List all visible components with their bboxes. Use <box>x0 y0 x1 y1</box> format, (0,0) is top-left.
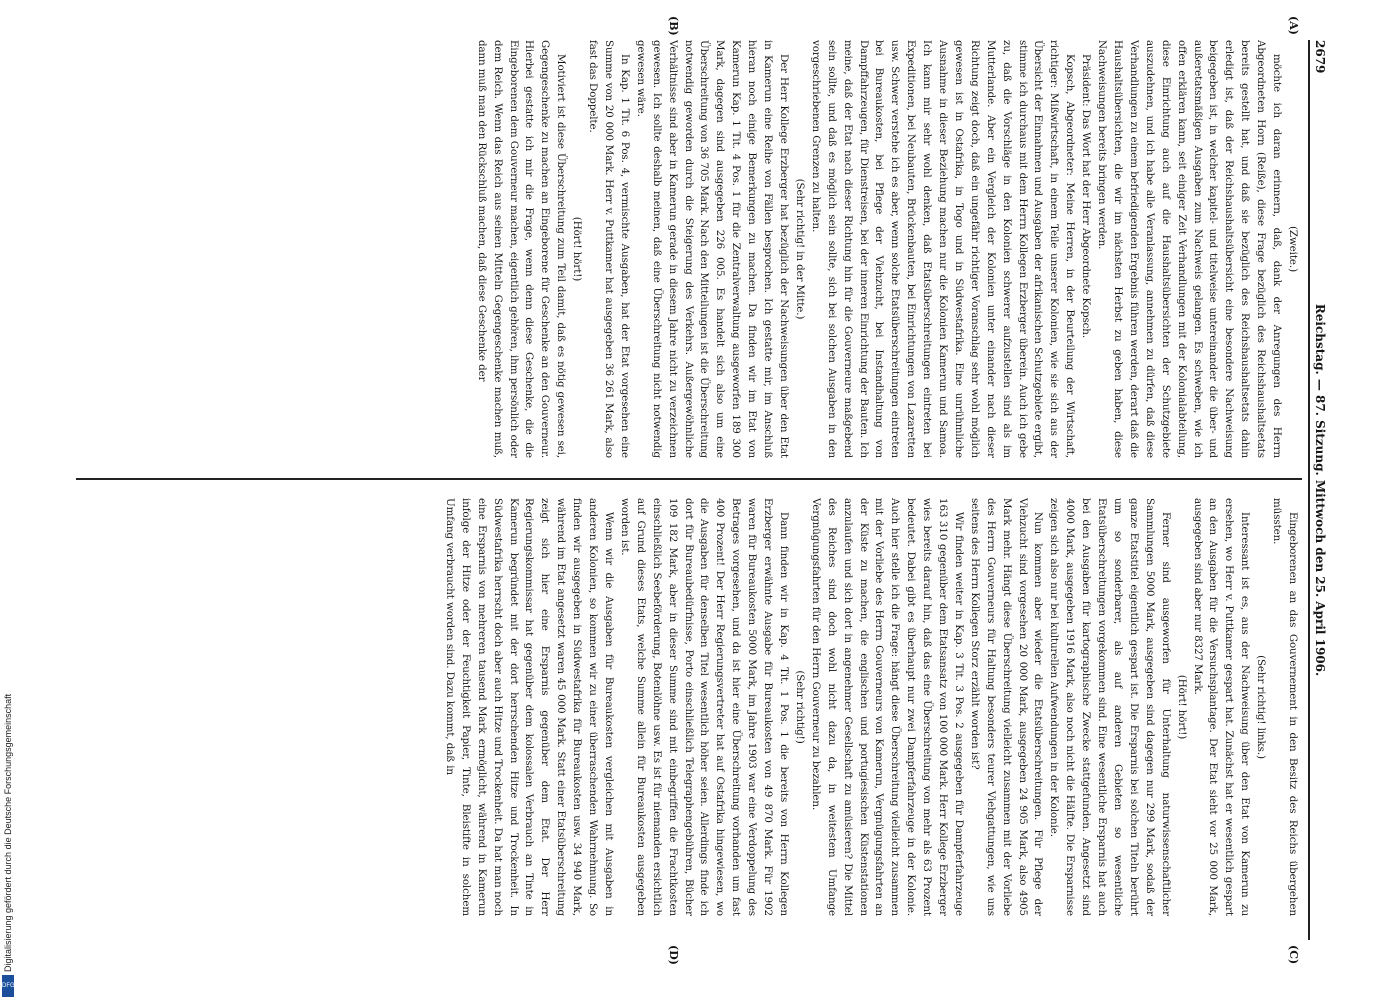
paragraph: Wenn wir die Ausgaben für Bureaukosten vergleichen mit Ausgaben in anderen Kolonien, so kommen wir zu einer überraschenden Wahrnehmung. So finden wir ausgegeben in Südwestafrika für Bureaukosten usw. 34 940 Mark, während im Etat angesetzt waren 45 000 Mark. Statt einer Etatsüberschreitung zeigt sich hier eine Ersparnis gegenüber dem Etat. Der Herr Regierungskommissar hat gegenüber dem kolossalen Verbrauch an Tinte in Kamerun begründet mit der dort herrschenden Hitze und Trockenheit. In Südwestafrika herrscht doch aber auch Hitze und Trockenheit. Da hat man noch eine Ersparnis von mehreren tausend Mark ermöglicht, während in Kamerun infolge der Hitze oder der Feuchtigkeit Papier, Tinte, Bleistifte in solchem Umfang verbraucht worden sind. Dazu kommt, daß in <box>443 498 616 916</box>
paragraph: Präsident: Das Wort hat der Herr Abgeordnete Kopsch. <box>1080 54 1093 339</box>
interjection: (Sehr richtig! in der Mitte.) <box>793 178 806 320</box>
paragraph: Der Herr Kollege Erzberger hat bezüglich der Nachweisungen über den Etat in Kamerun eine Reihe von Fällen besprochen. Ich gestatte mir, im Anschluß hieran noch einige Bemerkungen zu machen. Da finden wir im Etat von Kamerun Kap. 1 Tit. 4 Pos. 1 für die Zentralverwaltung ausgeworfen 189 300 Mark, dagegen sind ausgegeben 226 005. Es handelt sich also um eine Überschreitung von 36 705 Mark. Nach den Mitteilungen ist die Überschreitung notwendig geworden durch die Steigerung des Verkehrs. Außergewöhnliche Verhältnisse sind aber in Kamerun gerade in diesem Jahre nicht zu verzeichnen gewesen. Ich sollte deshalb meinen, daß eine Überschreitung nicht notwendig gewesen wäre. <box>634 40 790 458</box>
interjection: (Sehr richtig!) <box>793 670 806 744</box>
paragraph: (Zweite.) <box>1287 226 1299 272</box>
page-number: 2679 <box>1313 40 1327 74</box>
paragraph: Dann finden wir in Kap. 4 Tit. 1 Pos. 1 die bereits von Herrn Kollegen Erzberger erwähnte Ausgabe für Bureaukosten von 49 870 Mark. Für 1902 waren für Bureaukosten 5000 Mark, im Jahre 1903 war eine Verdoppelung des Betrages vorgesehen, und da ist hier eine Überschreitung vorhanden um fast 400 Prozent! Der Herr Regierungsvertreter hat auf Ostafrika hingewiesen, wo die Ausgaben für denselben Titel wesentlich höher seien. Allerdings finde ich dort für Bureaubedürfnisse, Porto einschließlich Telegraphengebühren, Bücher 109 182 Mark, aber in dieser Summe sind mit einbegriffen die Frachtkosten einschließlich Seebeförderung, Botenlöhne usw. Es ist für niemanden ersichtlich auf Grund dieses Etats, welche Summe allein für Bureaukosten ausgegeben worden ist. <box>618 498 790 916</box>
page-header <box>1308 40 1330 940</box>
interjection: (Hört! hört!) <box>571 216 584 282</box>
funding-notice: Digitalisierung gefördert durch die Deutsche Forschungsgemeinschaft <box>3 693 13 972</box>
paragraph: Ferner sind ausgeworfen für Unterhaltung naturwissenschaftlicher Sammlungen 5000 Mark, ausgegeben sind dagegen nur 299 Mark, sodaß der ganze Etatstitel eigentlich gespart ist. Die Ersparnis bei solchen Titeln berührt um so sonderbarer, als auf anderen Gebieten so wesentliche Etatsüberschreitungen vorgekommen sind. Eine wesentliche Ersparnis hat auch bei den Ausgaben für kartographische Zwecke stattgefunden. Angesetzt sind 4000 Mark, ausgegeben 1916 Mark, also noch nicht die Hälfte. Die Ersparnisse zeigen sich also nur bei kulturellen Aufwendungen in der Kolonie. <box>1048 498 1172 916</box>
column-divider <box>76 478 1302 480</box>
paragraph: Kopsch, Abgeordneter: Meine Herren, in der Beurteilung der Wirtschaft, richtiger: Mißwirtschaft, in einem Teile unserer Kolonien, wie sie sich aus der Übersicht der Einnahmen und Ausgaben der afrikanischen Schutzgebiete ergibt, stimme ich durchaus mit dem Herrn Kollegen Erzberger überein. Auch ich gebe zu, daß die Vorschläge in den Kolonien schwerer aufzustellen sind als im Mutterlande. Aber ein Vergleich der Kolonien unter einander nach dieser Richtung zeigt doch, daß ein ungefähr richtiger Voranschlag sehr wohl möglich gewesen ist in Ostafrika, in Togo und in Südwestafrika. Eine unrühmliche Ausnahme in dieser Beziehung machen nur die Kolonien Kamerun und Samoa. Ich kann mir sehr wohl denken, daß Etatsüberschreitungen eintreten bei Expeditionen, bei Neubauten, Brückenbauten, bei Einrichtungen von Lazaretten usw. Schwer verstehe ich es aber, wenn solche Etatsüberschreitungen eintreten bei Bureaukosten, bei Pflege der Viehzucht, bei Instandhaltung von Dampffahrzeugen, für Dienstreisen, bei der inneren Einrichtung der Bauten. Ich meine, daß der Etat nach dieser Richtung hin für die Gouverneure maßgebend sein sollte, und daß es möglich sein sollte, sich bei solchen Ausgaben in den vorgeschriebenen Grenzen zu halten. <box>809 40 1077 458</box>
left-column <box>75 40 1300 458</box>
dfg-logo: DFG <box>2 975 14 997</box>
margin-mark-c: (C) <box>1287 945 1300 965</box>
paragraph: In Kap. 1 Tit. 6 Pos. 4, vermischte Ausgaben, hat der Etat vorgesehen eine Summe von 20 000 Mark. Herr v. Puttkamer hat ausgegeben 36 261 Mark, also fast das Doppelte. <box>587 40 631 458</box>
rotated-content <box>68 16 1330 965</box>
paragraph: Wir finden weiter in Kap. 3 Tit. 3 Pos. 2 ausgegeben für Dampferfahrzeuge 163 310 gegenüber dem Etatsansatz von 100 000 Mark. Herr Kollege Erzberger wies bereits darauf hin, daß das eine Überschreitung von mehr als 63 Prozent bedeutet. Dabei gibt es überhaupt nur zwei Dampferfahrzeuge in der Kolonie. Auch hier stelle ich die Frage: hängt diese Überschreitung vielleicht zusammen mit der Vorliebe des Herrn Gouverneurs von Kamerun, Vergnügungsfahrten an der Küste zu machen, die englischen und portugiesischen Küstenstationen anzulaufen und sich dort in angenehmer Gesellschaft zu amüsieren? Die Mittel des Reiches sind doch wohl nicht dazu da, in weitestem Umfange Vergnügungsfahrten für den Herrn Gouverneur zu bezahlen. <box>809 498 965 916</box>
paragraph: Nun kommen aber wieder die Etatsüberschreitungen. Für Pflege der Viehzucht sind vorgesehen 20 000 Mark, ausgegeben 24 905 Mark, also 4905 Mark mehr. Hängt diese Überschreitung vielleicht zusammen mit der Vorliebe des Herrn Gouverneurs für Haltung besonders teurer Viehgattungen, wie uns seitens des Herrn Kollegen Storz erzählt worden ist? <box>968 498 1045 916</box>
interjection: (Hört! hört!) <box>1175 674 1188 740</box>
paragraph: Motiviert ist diese Überschreitung zum Teil damit, daß es nötig gewesen sei, Gegengeschenke zu machen an Eingeborene für Geschenke an den Gouverneur. Hierbei gestatte ich mir die Frage, wenn denn diese Geschenke, die die Eingeborenen dem Gouverneur machen, eigentlich gehören, ihm persönlich oder dem Reich. Wenn das Reich aus seinen Mitteln Gegengeschenke machen muß, dann muß man den Rückschluß machen, daß diese Geschenke der <box>475 40 568 458</box>
paragraph: möchte ich daran erinnern, daß, dank der Anregungen des Herrn Abgeordneten Horn (Reiße), diese Frage bezüglich des Reichshaushaltsetats bereits gestellt hat, und daß sie bezüglich des Reichshaushaltsetats dahin erledigt ist, daß der Reichshaushaltsübersicht eine besondere Nachweisung beigegeben ist, in welcher kapitel- und titelweise untereinander die über- und außeretatsmäßigen Ausgaben zum Nachweis gelangen. Es schweben, wie ich offen erklären kann, seit einiger Zeit Verhandlungen mit der Kolonialabteilung, diese Einrichtung auch auf die Haushaltsübersichten der Schutzgebiete auszudehnen, und ich habe alle Veranlassung, annehmen zu dürfen, daß diese Verhandlungen zu einem befriedigenden Ergebnis führen werden, derart daß die Haushaltsübersichten, die wir im nächsten Herbst zu geben haben, diese Nachweisungen bereits bringen werden. <box>1096 40 1284 458</box>
page-title: Reichstag. — 87. Sitzung. Mittwoch den 25. April 1906. <box>1313 303 1327 677</box>
digitization-footer <box>2 600 14 1000</box>
right-column <box>75 498 1300 916</box>
paragraph: Eingeborenen an das Gouvernement in den Besitz des Reichs übergehen müssten. <box>1271 498 1299 916</box>
margin-mark-a: (A) <box>1287 16 1300 35</box>
interjection: (Sehr richtig! links.) <box>1255 655 1268 759</box>
margin-mark-b: (B) <box>667 16 680 36</box>
margin-mark-d: (D) <box>667 945 680 965</box>
paragraph: Interessant ist es, aus der Nachweisung über den Etat von Kamerun zu ersehen, wo Herr v. Puttkamer gespart hat. Zunächst hat er wesentlich gespart an den Ausgaben für die Versuchsplantage. Der Etat sieht vor 25 000 Mark, ausgegeben sind aber nur 8327 Mark. <box>1191 498 1252 916</box>
